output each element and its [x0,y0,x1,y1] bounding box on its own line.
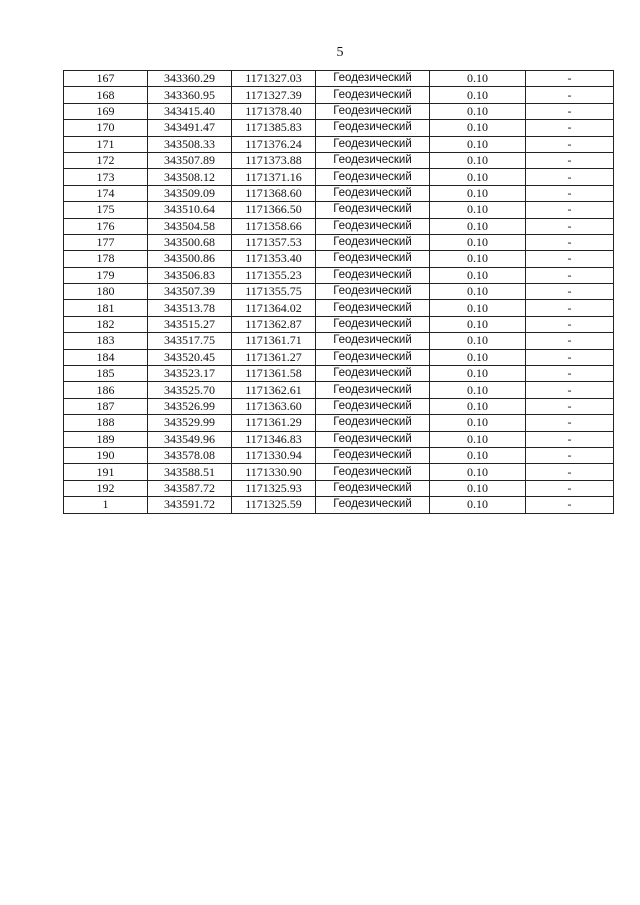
method-cell: Геодезический [316,251,430,267]
accuracy-cell: 0.10 [430,464,526,480]
extra-cell: - [526,202,614,218]
y-coordinate-cell: 1171363.60 [232,398,316,414]
extra-cell: - [526,71,614,87]
accuracy-cell: 0.10 [430,267,526,283]
accuracy-cell: 0.10 [430,382,526,398]
method-cell: Геодезический [316,431,430,447]
extra-cell: - [526,349,614,365]
point-number-cell: 173 [64,169,148,185]
table-row [64,316,614,332]
point-number-cell: 179 [64,267,148,283]
x-coordinate-cell: 343578.08 [148,447,232,463]
extra-cell: - [526,136,614,152]
accuracy-cell: 0.10 [430,398,526,414]
point-number-cell: 180 [64,284,148,300]
y-coordinate-cell: 1171330.94 [232,447,316,463]
table-row [64,267,614,283]
coordinates-table-body [64,71,614,514]
x-coordinate-cell: 343506.83 [148,267,232,283]
point-number-cell: 167 [64,71,148,87]
point-number-cell: 187 [64,398,148,414]
method-cell: Геодезический [316,284,430,300]
x-coordinate-cell: 343504.58 [148,218,232,234]
point-number-cell: 181 [64,300,148,316]
x-coordinate-cell: 343588.51 [148,464,232,480]
point-number-cell: 191 [64,464,148,480]
y-coordinate-cell: 1171364.02 [232,300,316,316]
y-coordinate-cell: 1171355.23 [232,267,316,283]
x-coordinate-cell: 343500.68 [148,234,232,250]
page-number: 5 [336,45,344,60]
point-number-cell: 174 [64,185,148,201]
table-row [64,349,614,365]
table-row [64,251,614,267]
y-coordinate-cell: 1171330.90 [232,464,316,480]
method-cell: Геодезический [316,415,430,431]
y-coordinate-cell: 1171385.83 [232,120,316,136]
y-coordinate-cell: 1171362.61 [232,382,316,398]
table-row [64,333,614,349]
extra-cell: - [526,497,614,513]
extra-cell: - [526,480,614,496]
method-cell: Геодезический [316,120,430,136]
table-row [64,120,614,136]
x-coordinate-cell: 343515.27 [148,316,232,332]
y-coordinate-cell: 1171361.27 [232,349,316,365]
point-number-cell: 192 [64,480,148,496]
point-number-cell: 188 [64,415,148,431]
x-coordinate-cell: 343500.86 [148,251,232,267]
method-cell: Геодезический [316,398,430,414]
extra-cell: - [526,87,614,103]
extra-cell: - [526,234,614,250]
x-coordinate-cell: 343529.99 [148,415,232,431]
table-row [64,152,614,168]
method-cell: Геодезический [316,87,430,103]
accuracy-cell: 0.10 [430,316,526,332]
point-number-cell: 178 [64,251,148,267]
y-coordinate-cell: 1171376.24 [232,136,316,152]
extra-cell: - [526,316,614,332]
x-coordinate-cell: 343523.17 [148,366,232,382]
method-cell: Геодезический [316,234,430,250]
method-cell: Геодезический [316,185,430,201]
table-row [64,431,614,447]
extra-cell: - [526,464,614,480]
point-number-cell: 186 [64,382,148,398]
extra-cell: - [526,120,614,136]
table-row [64,300,614,316]
extra-cell: - [526,152,614,168]
accuracy-cell: 0.10 [430,349,526,365]
method-cell: Геодезический [316,497,430,513]
point-number-cell: 169 [64,103,148,119]
extra-cell: - [526,382,614,398]
table-row [64,185,614,201]
x-coordinate-cell: 343360.29 [148,71,232,87]
method-cell: Геодезический [316,349,430,365]
y-coordinate-cell: 1171371.16 [232,169,316,185]
method-cell: Геодезический [316,136,430,152]
table-row [64,382,614,398]
x-coordinate-cell: 343491.47 [148,120,232,136]
extra-cell: - [526,251,614,267]
accuracy-cell: 0.10 [430,366,526,382]
y-coordinate-cell: 1171325.93 [232,480,316,496]
table-row [64,284,614,300]
accuracy-cell: 0.10 [430,103,526,119]
table-row [64,497,614,513]
point-number-cell: 185 [64,366,148,382]
accuracy-cell: 0.10 [430,431,526,447]
method-cell: Геодезический [316,103,430,119]
x-coordinate-cell: 343507.39 [148,284,232,300]
table-row [64,480,614,496]
table-row [64,415,614,431]
y-coordinate-cell: 1171327.03 [232,71,316,87]
method-cell: Геодезический [316,382,430,398]
extra-cell: - [526,267,614,283]
y-coordinate-cell: 1171361.29 [232,415,316,431]
point-number-cell: 189 [64,431,148,447]
y-coordinate-cell: 1171362.87 [232,316,316,332]
x-coordinate-cell: 343520.45 [148,349,232,365]
extra-cell: - [526,333,614,349]
point-number-cell: 183 [64,333,148,349]
extra-cell: - [526,284,614,300]
method-cell: Геодезический [316,366,430,382]
x-coordinate-cell: 343508.33 [148,136,232,152]
method-cell: Геодезический [316,464,430,480]
method-cell: Геодезический [316,267,430,283]
x-coordinate-cell: 343510.64 [148,202,232,218]
x-coordinate-cell: 343525.70 [148,382,232,398]
extra-cell: - [526,398,614,414]
extra-cell: - [526,447,614,463]
y-coordinate-cell: 1171378.40 [232,103,316,119]
accuracy-cell: 0.10 [430,284,526,300]
point-number-cell: 170 [64,120,148,136]
point-number-cell: 171 [64,136,148,152]
accuracy-cell: 0.10 [430,185,526,201]
y-coordinate-cell: 1171357.53 [232,234,316,250]
extra-cell: - [526,103,614,119]
extra-cell: - [526,300,614,316]
point-number-cell: 175 [64,202,148,218]
accuracy-cell: 0.10 [430,87,526,103]
method-cell: Геодезический [316,480,430,496]
accuracy-cell: 0.10 [430,136,526,152]
point-number-cell: 176 [64,218,148,234]
x-coordinate-cell: 343591.72 [148,497,232,513]
y-coordinate-cell: 1171366.50 [232,202,316,218]
accuracy-cell: 0.10 [430,169,526,185]
point-number-cell: 168 [64,87,148,103]
y-coordinate-cell: 1171368.60 [232,185,316,201]
accuracy-cell: 0.10 [430,202,526,218]
x-coordinate-cell: 343508.12 [148,169,232,185]
table-row [64,71,614,87]
y-coordinate-cell: 1171361.58 [232,366,316,382]
y-coordinate-cell: 1171373.88 [232,152,316,168]
method-cell: Геодезический [316,333,430,349]
table-row [64,103,614,119]
point-number-cell: 184 [64,349,148,365]
method-cell: Геодезический [316,447,430,463]
x-coordinate-cell: 343549.96 [148,431,232,447]
extra-cell: - [526,218,614,234]
accuracy-cell: 0.10 [430,234,526,250]
table-row [64,398,614,414]
point-number-cell: 190 [64,447,148,463]
method-cell: Геодезический [316,152,430,168]
table-row [64,136,614,152]
extra-cell: - [526,169,614,185]
table-row [64,202,614,218]
accuracy-cell: 0.10 [430,71,526,87]
accuracy-cell: 0.10 [430,480,526,496]
y-coordinate-cell: 1171353.40 [232,251,316,267]
table-row [64,366,614,382]
table-row [64,464,614,480]
point-number-cell: 172 [64,152,148,168]
point-number-cell: 177 [64,234,148,250]
y-coordinate-cell: 1171346.83 [232,431,316,447]
method-cell: Геодезический [316,218,430,234]
x-coordinate-cell: 343513.78 [148,300,232,316]
point-number-cell: 1 [64,497,148,513]
method-cell: Геодезический [316,300,430,316]
x-coordinate-cell: 343526.99 [148,398,232,414]
accuracy-cell: 0.10 [430,447,526,463]
accuracy-cell: 0.10 [430,333,526,349]
y-coordinate-cell: 1171361.71 [232,333,316,349]
y-coordinate-cell: 1171325.59 [232,497,316,513]
accuracy-cell: 0.10 [430,152,526,168]
method-cell: Геодезический [316,71,430,87]
x-coordinate-cell: 343587.72 [148,480,232,496]
x-coordinate-cell: 343517.75 [148,333,232,349]
y-coordinate-cell: 1171358.66 [232,218,316,234]
accuracy-cell: 0.10 [430,300,526,316]
method-cell: Геодезический [316,202,430,218]
method-cell: Геодезический [316,169,430,185]
x-coordinate-cell: 343509.09 [148,185,232,201]
method-cell: Геодезический [316,316,430,332]
x-coordinate-cell: 343415.40 [148,103,232,119]
y-coordinate-cell: 1171355.75 [232,284,316,300]
table-row [64,234,614,250]
coordinates-table [63,70,614,514]
x-coordinate-cell: 343507.89 [148,152,232,168]
table-row [64,87,614,103]
accuracy-cell: 0.10 [430,415,526,431]
extra-cell: - [526,366,614,382]
point-number-cell: 182 [64,316,148,332]
extra-cell: - [526,431,614,447]
table-row [64,218,614,234]
table-row [64,447,614,463]
table-row [64,169,614,185]
extra-cell: - [526,415,614,431]
accuracy-cell: 0.10 [430,218,526,234]
accuracy-cell: 0.10 [430,251,526,267]
extra-cell: - [526,185,614,201]
y-coordinate-cell: 1171327.39 [232,87,316,103]
x-coordinate-cell: 343360.95 [148,87,232,103]
accuracy-cell: 0.10 [430,497,526,513]
accuracy-cell: 0.10 [430,120,526,136]
